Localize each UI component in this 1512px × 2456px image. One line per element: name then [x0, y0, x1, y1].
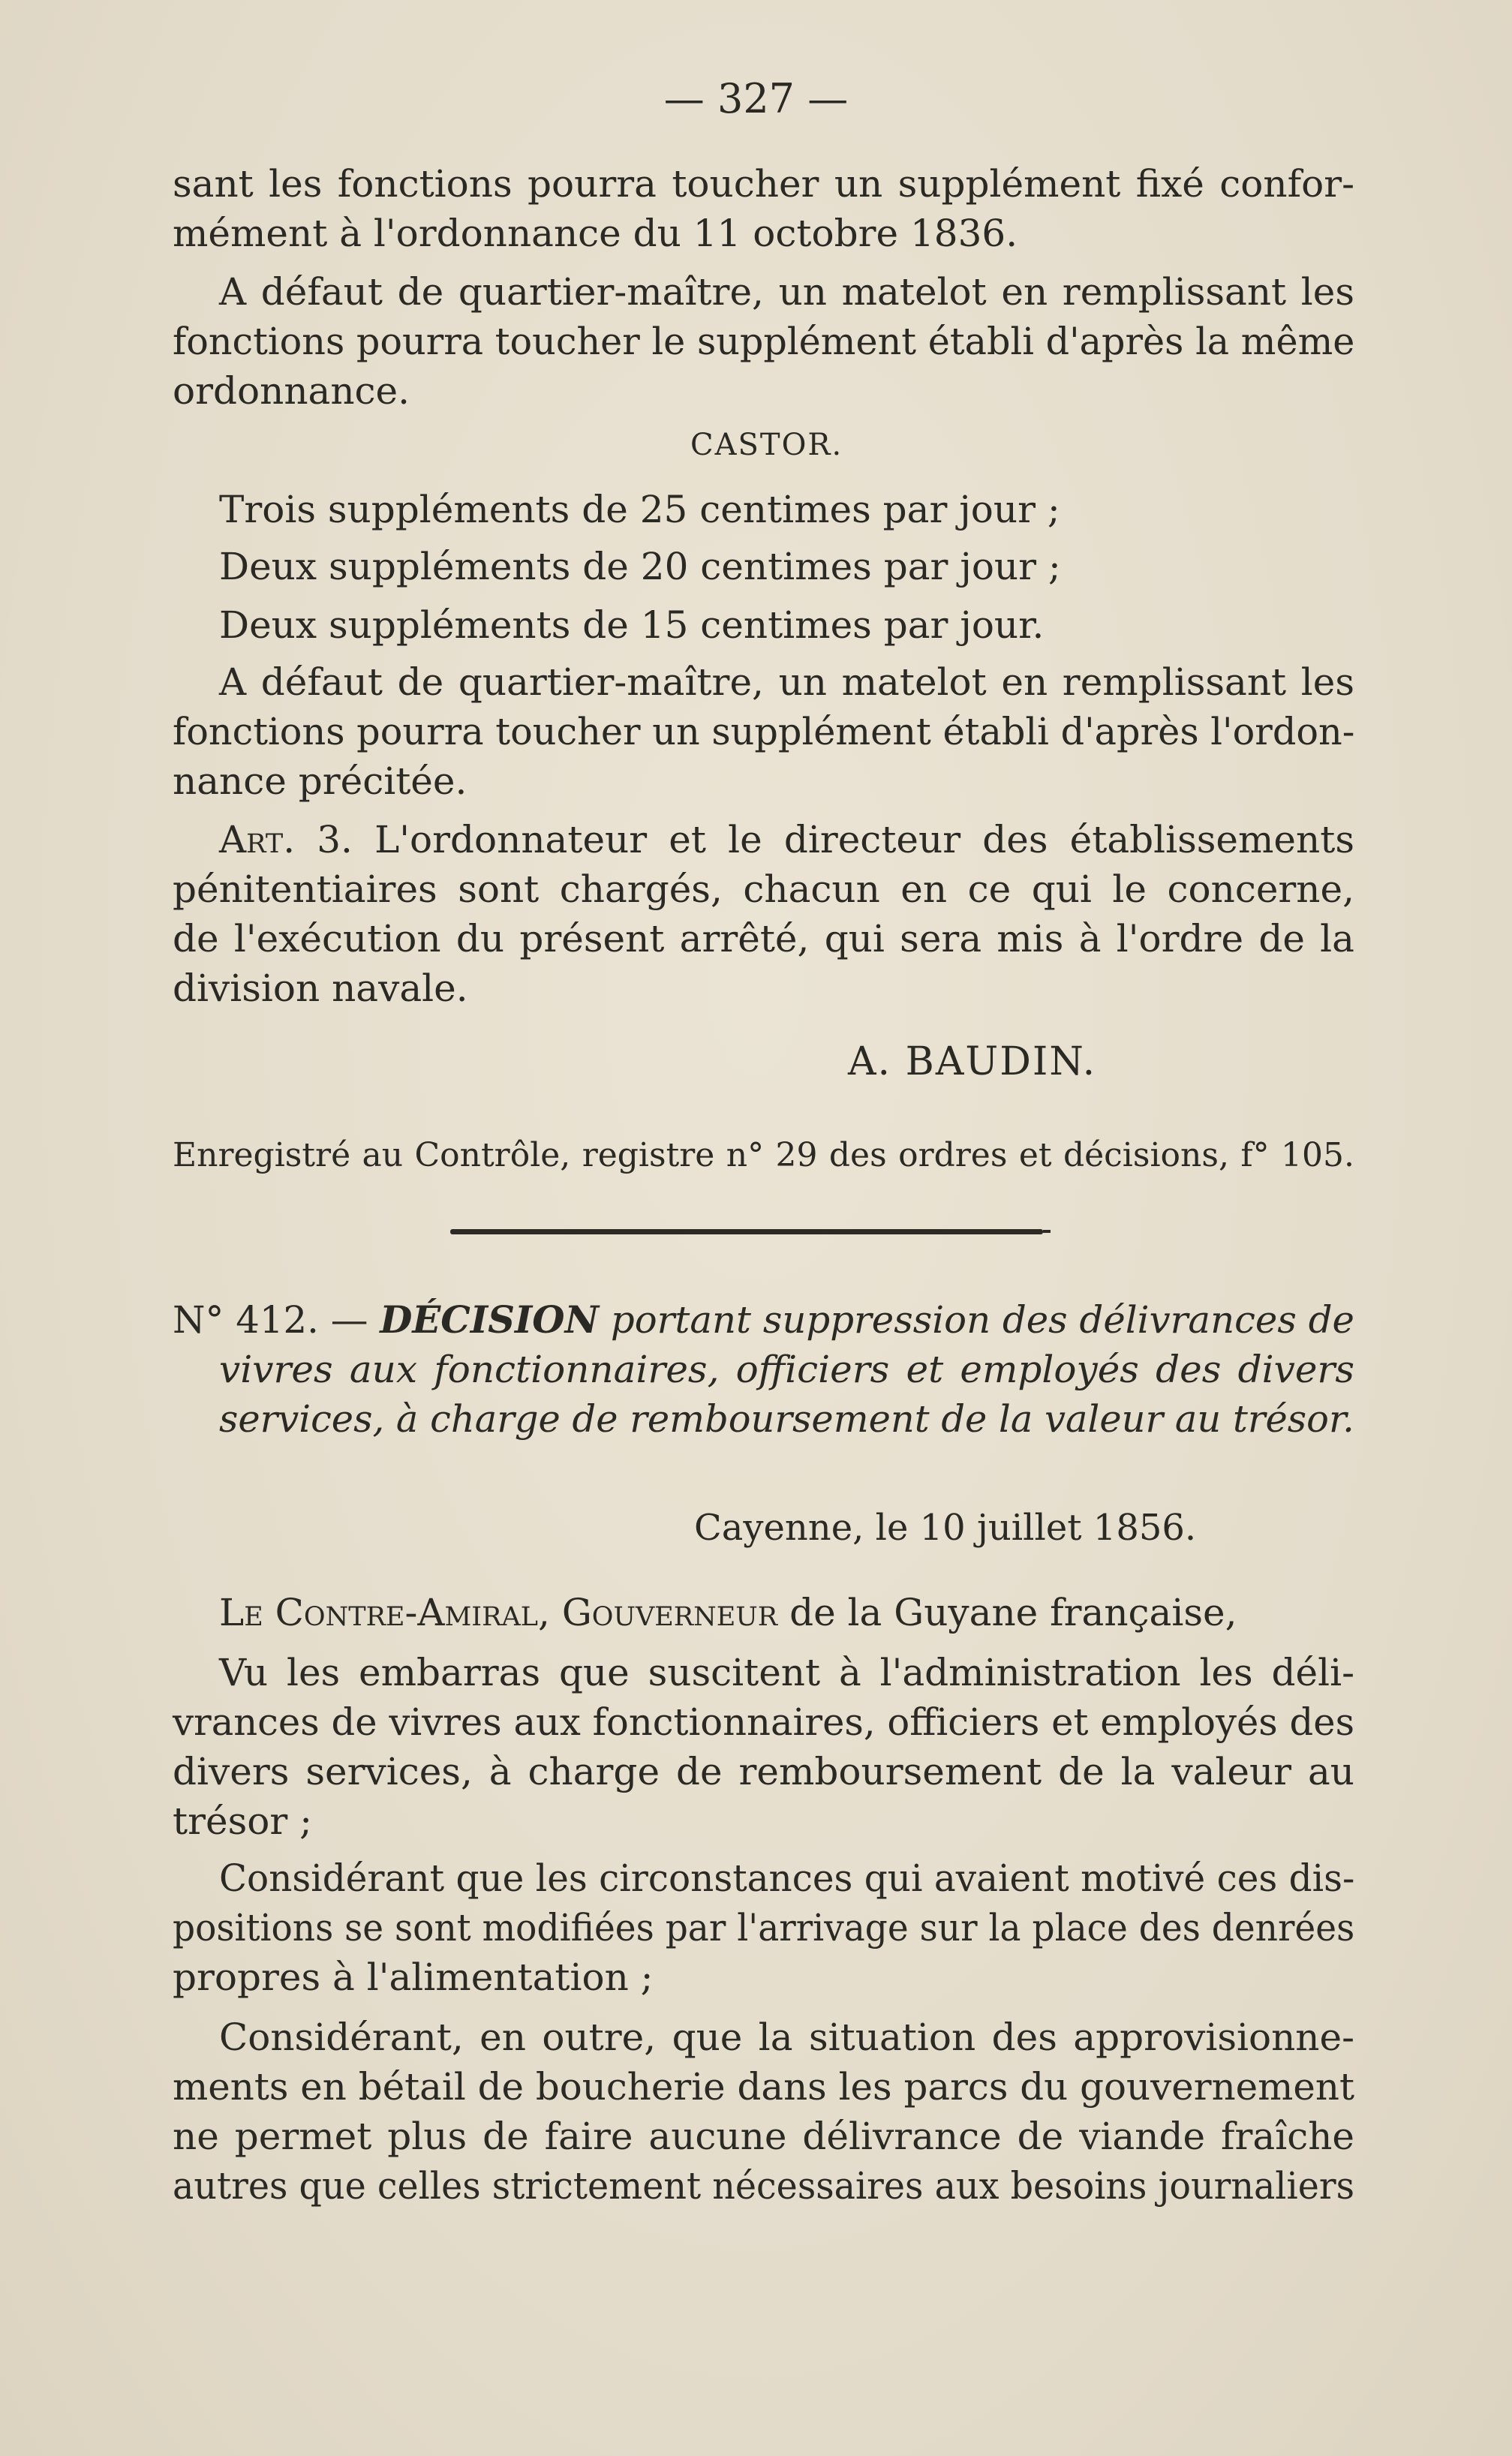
- decision-number: N° 412. —: [173, 1298, 368, 1342]
- text-line: division navale.: [173, 966, 468, 1010]
- decision-title: portant suppression des délivrances de: [610, 1298, 1354, 1342]
- text-line: fonctions pourra toucher le supplément établi d'après la même: [173, 320, 1355, 363]
- text-line: ments en bétail de boucherie dans les parcs du gouvernement: [173, 2065, 1355, 2109]
- text-line: nance précitée.: [173, 759, 467, 803]
- registration-note: Enregistré au Contrôle, registre n° 29 des ordres et décisions, f° 105.: [173, 1136, 1354, 1174]
- text-line: vrances de vivres aux fonctionnaires, officiers et employés des: [173, 1700, 1355, 1744]
- signature: A. BAUDIN.: [848, 1039, 1097, 1084]
- supplement-line: Trois suppléments de 25 centimes par jour ;: [219, 488, 1060, 531]
- text-line: Considérant que les circonstances qui avaient motivé ces dis-: [219, 1856, 1355, 1900]
- text-line: Vu les embarras que suscitent à l'administration les déli-: [219, 1651, 1354, 1694]
- text-line: propres à l'alimentation ;: [173, 1955, 654, 1999]
- text-line: ordonnance.: [173, 369, 410, 413]
- decision-keyword: DÉCISION: [380, 1297, 600, 1342]
- text-line: de l'exécution du présent arrêté, qui sera mis à l'ordre de la: [173, 917, 1354, 960]
- section-heading: CASTOR.: [690, 428, 843, 462]
- supplement-line: Deux suppléments de 20 centimes par jour ;: [219, 545, 1061, 588]
- decision-title-line: vivres aux fonctionnaires, officiers et employés des divers: [219, 1348, 1354, 1391]
- text-line: fonctions pourra toucher un supplément établi d'après l'ordon-: [173, 710, 1355, 753]
- separator-rule: [450, 1229, 1043, 1234]
- preamble-rest: de la Guyane française,: [789, 1591, 1237, 1634]
- place-date: Cayenne, le 10 juillet 1856.: [694, 1507, 1197, 1549]
- text-line: positions se sont modifiées par l'arrivage sur la place des denrées: [173, 1906, 1355, 1949]
- decision-title-line: services, à charge de remboursement de la valeur au trésor.: [219, 1397, 1354, 1441]
- text-line: pénitentiaires sont chargés, chacun en ce qui le concerne,: [173, 867, 1354, 911]
- text-line: sant les fonctions pourra toucher un supplément fixé confor-: [173, 162, 1354, 206]
- text-line: autres que celles strictement nécessaires aux besoins journaliers: [173, 2164, 1355, 2208]
- article-text: L'ordonnateur et le directeur des établissements: [374, 818, 1354, 861]
- preamble-office: Gouverneur: [561, 1591, 778, 1634]
- text-line: ne permet plus de faire aucune délivrance de viande fraîche: [173, 2115, 1354, 2158]
- preamble-title: Le Contre-Amiral: [219, 1591, 539, 1634]
- text-line: trésor ;: [173, 1799, 312, 1843]
- page-number: — 327 —: [663, 75, 849, 122]
- text-line: A défaut de quartier-maître, un matelot en remplissant les: [219, 270, 1354, 314]
- article-label: Art. 3.: [219, 818, 353, 861]
- text-line: A défaut de quartier-maître, un matelot en remplissant les: [219, 660, 1354, 704]
- text-line: divers services, à charge de remboursement de la valeur au: [173, 1750, 1354, 1793]
- article-line: [219, 815, 1354, 864]
- text-line: Considérant, en outre, que la situation des approvisionne-: [219, 2016, 1354, 2059]
- decision-title-line: [173, 1295, 1354, 1345]
- preamble: Le Contre-Amiral, Gouverneur de la Guyane française,: [219, 1591, 1237, 1634]
- text-line: mément à l'ordonnance du 11 octobre 1836.: [173, 212, 1018, 255]
- supplement-line: Deux suppléments de 15 centimes par jour.: [219, 603, 1045, 647]
